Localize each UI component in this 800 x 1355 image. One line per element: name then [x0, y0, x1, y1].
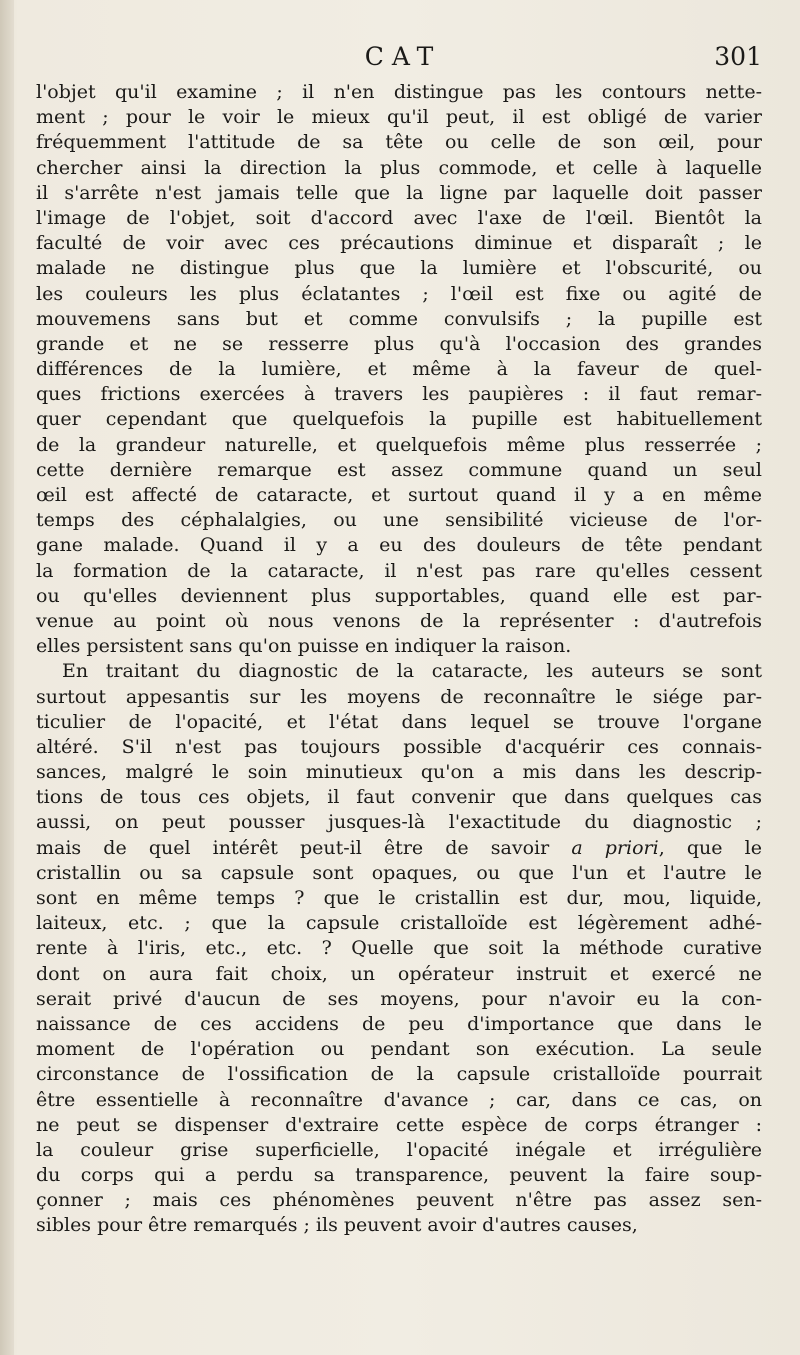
text-line: de la grandeur naturelle, et quelquefois même plus resserrée ; — [36, 433, 762, 456]
text-line: quer cependant que quelquefois la pupille est habituellement — [36, 408, 762, 431]
text-line: elles persistent sans qu'on puisse en indiquer la raison. — [36, 635, 572, 658]
text-line: grande et ne se resserre plus qu'à l'occasion des grandes — [36, 332, 762, 355]
text-line: mouvemens sans but et comme convulsifs ; la pupille est — [36, 307, 762, 330]
text-line: faculté de voir avec ces précautions diminue et disparaît ; le — [36, 232, 762, 255]
text-line: la couleur grise superficielle, l'opacité inégale et irrégulière — [36, 1138, 762, 1161]
text-line: ou qu'elles deviennent plus supportables, quand elle est par- — [36, 584, 762, 607]
text-line: moment de l'opération ou pendant son exécution. La seule — [36, 1038, 762, 1061]
text-line: ques frictions exercées à travers les paupières : il faut remar- — [36, 383, 762, 406]
text-line: les couleurs les plus éclatantes ; l'œil est fixe ou agité de — [36, 282, 762, 305]
text-line: cette dernière remarque est assez commune quand un seul — [36, 458, 762, 481]
text-line: ment ; pour le voir le mieux qu'il peut, il est obligé de varier — [36, 106, 762, 129]
text-line: il s'arrête n'est jamais telle que la ligne par laquelle doit passer — [36, 181, 762, 204]
text-line: naissance de ces accidens de peu d'importance que dans le — [36, 1012, 762, 1035]
text-line: l'image de l'objet, soit d'accord avec l'axe de l'œil. Bientôt la — [36, 206, 762, 229]
body-text — [36, 80, 762, 1239]
text-line: gane malade. Quand il y a eu des douleurs de tête pendant — [36, 534, 762, 557]
text-line: différences de la lumière, et même à la faveur de quel- — [36, 358, 762, 381]
text-line: laiteux, etc. ; que la capsule cristalloïde est légèrement adhé- — [36, 912, 762, 935]
text-line: malade ne distingue plus que la lumière et l'obscurité, ou — [36, 257, 762, 280]
text-line: sont en même temps ? que le cristallin est dur, mou, liquide, — [36, 887, 762, 909]
running-head: CAT — [364, 42, 442, 71]
text-line: fréquemment l'attitude de sa tête ou celle de son œil, pour — [36, 131, 762, 154]
text-line: sances, malgré le soin minutieux qu'on a mis dans les descrip- — [36, 761, 762, 784]
text-line: temps des céphalalgies, ou une sensibilité vicieuse de l'or- — [36, 509, 762, 532]
text-line: aussi, on peut pousser jusques-là l'exactitude du diagnostic ; — [36, 811, 762, 834]
page-number: 301 — [714, 42, 762, 71]
paragraph — [36, 80, 762, 659]
text-line: du corps qui a perdu sa transparence, peuvent la faire soup- — [36, 1164, 762, 1187]
text-line: œil est affecté de cataracte, et surtout quand il y a en même — [36, 484, 762, 506]
text-line: çonner ; mais ces phénomènes peuvent n'être pas assez sen- — [36, 1189, 762, 1212]
text-line: ticulier de l'opacité, et l'état dans lequel se trouve l'organe — [36, 710, 762, 733]
text-line: venue au point où nous venons de la représenter : d'autrefois — [36, 609, 762, 632]
text-line: surtout appesantis sur les moyens de reconnaître le siége par- — [36, 685, 762, 708]
text-line: cristallin ou sa capsule sont opaques, ou que l'un et l'autre le — [36, 861, 762, 884]
page-gutter — [0, 0, 14, 1355]
text-line: dont on aura fait choix, un opérateur instruit et exercé ne — [36, 962, 762, 985]
text-line: sibles pour être remarqués ; ils peuvent avoir d'autres causes, — [36, 1214, 638, 1237]
italic-phrase: a priori — [571, 836, 659, 859]
text-line: En traitant du diagnostic de la cataracte, les auteurs se sont — [62, 660, 762, 683]
text-line: la formation de la cataracte, il n'est pas rare qu'elles cessent — [36, 559, 762, 582]
text-line: tions de tous ces objets, il faut convenir que dans quelques cas — [36, 786, 762, 809]
text-line: altéré. S'il n'est pas toujours possible d'acquérir ces connais- — [36, 735, 762, 758]
text-line: serait privé d'aucun de ses moyens, pour n'avoir eu la con- — [36, 987, 762, 1010]
page-header — [36, 42, 770, 82]
text-line: mais de quel intérêt peut-il être de savoir a priori, que le — [36, 836, 762, 859]
text-line: circonstance de l'ossification de la capsule cristalloïde pourrait — [36, 1063, 762, 1086]
paragraph — [36, 659, 762, 1238]
text-line: chercher ainsi la direction la plus commode, et celle à laquelle — [36, 156, 762, 179]
text-line: rente à l'iris, etc., etc. ? Quelle que soit la méthode curative — [36, 937, 762, 960]
text-line: être essentielle à reconnaître d'avance ; car, dans ce cas, on — [36, 1088, 762, 1111]
text-line: l'objet qu'il examine ; il n'en distingue pas les contours nette- — [36, 81, 762, 103]
text-line: ne peut se dispenser d'extraire cette espèce de corps étranger : — [36, 1113, 762, 1136]
